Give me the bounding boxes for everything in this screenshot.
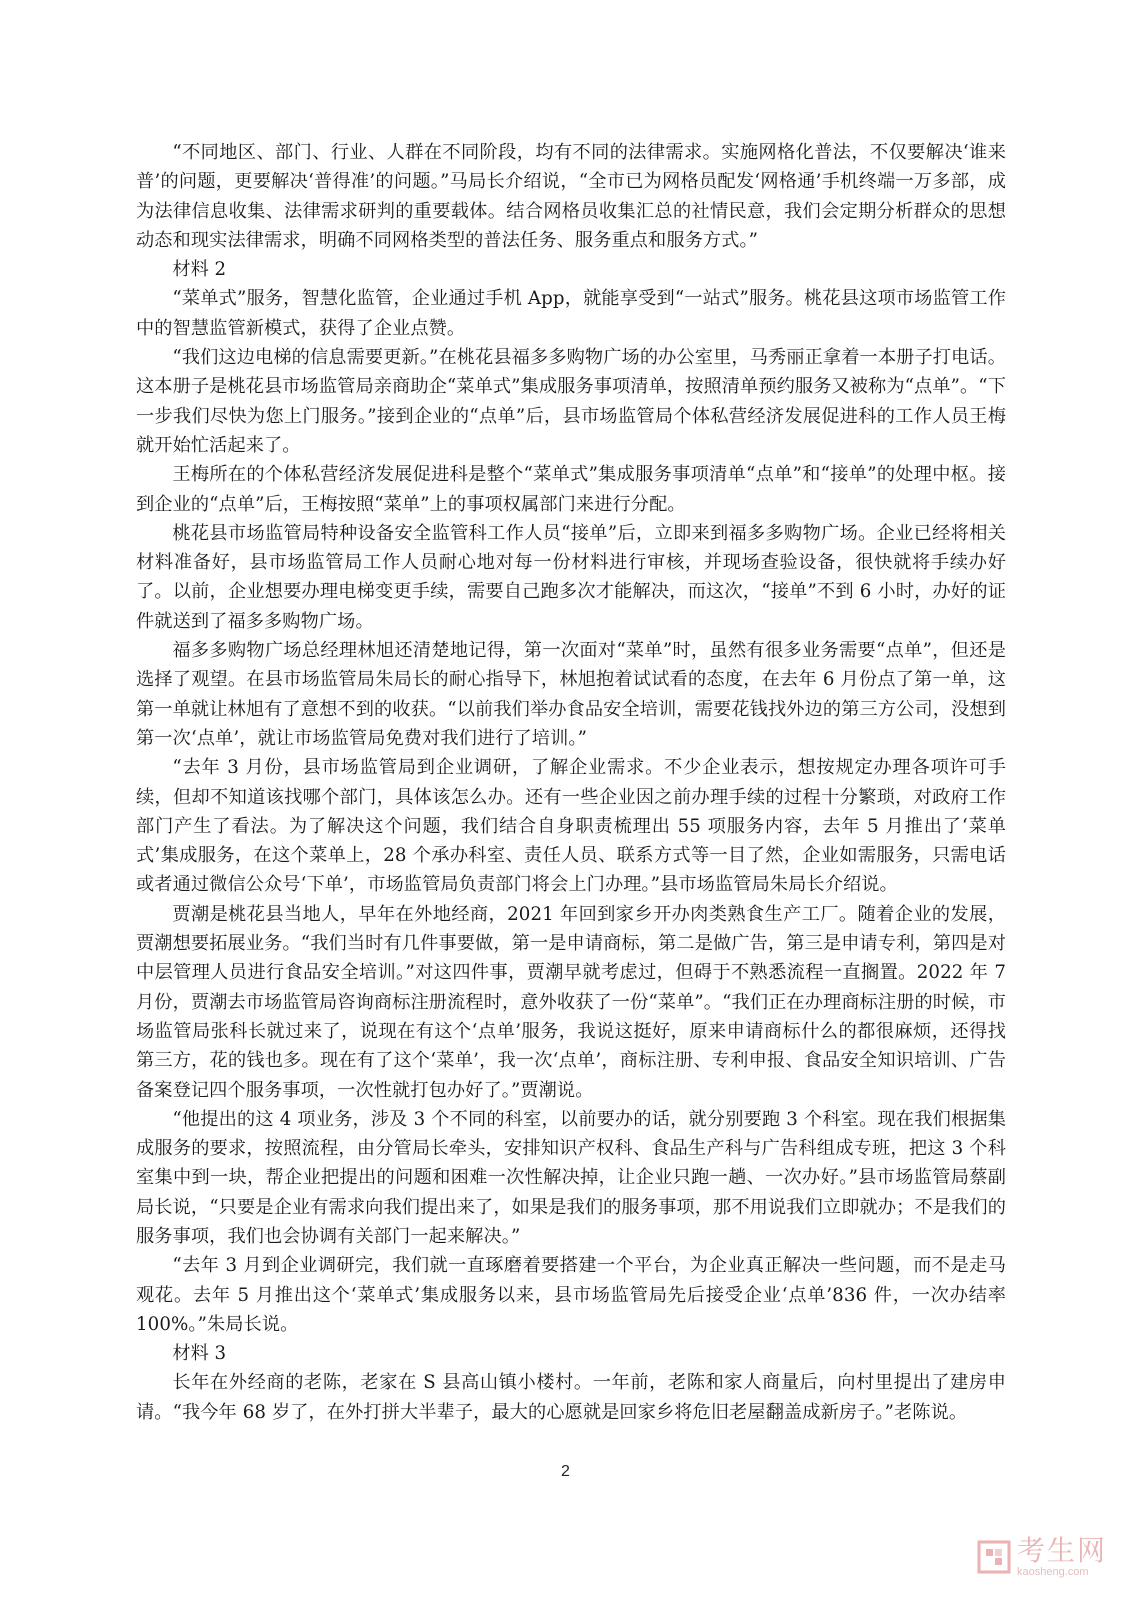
paragraph: “菜单式”服务，智慧化监管，企业通过手机 App，就能享受到“一站式”服务。桃花县这项市场监管工作中的智慧监管新模式，获得了企业点赞。 <box>136 288 1006 339</box>
paragraph: “他提出的这 4 项业务，涉及 3 个不同的科室，以前要办的话，就分别要跑 3 个科室。现在我们根据集成服务的要求，按照流程，由分管局长牵头，安排知识产权科、食品生产科与广告科组成专班，把这 3 个科室集中到一块，帮企业把提出的问题和困难一次性解决掉，让企业只跑一趟、一次办好。”县市场监管局蔡副局长说，“只要是企业有需求向我们提出来了，如果是我们的服务事项，那不用说我们立即就办；不是我们的服务事项，我们也会协调有关部门一起来解决。” <box>136 1108 1006 1247</box>
watermark-title: 考生网 <box>1016 1534 1107 1567</box>
document-body <box>136 138 1006 1427</box>
section-heading: 材料 2 <box>172 259 227 281</box>
paragraph: 福多多购物广场总经理林旭还清楚地记得，第一次面对“菜单”时，虽然有很多业务需要“点单”，但还是选择了观望。在县市场监管局朱局长的耐心指导下，林旭抱着试试看的态度，在去年 6 月份点了第一单，这第一单就让林旭有了意想不到的收获。“以前我们举办食品安全培训，需要花钱找外边的第三方公司，没想到第一次‘点单’，就让市场监管局免费对我们进行了培训。” <box>136 640 1006 749</box>
paragraph: 桃花县市场监管局特种设备安全监管科工作人员“接单”后，立即来到福多多购物广场。企业已经将相关材料准备好，县市场监管局工作人员耐心地对每一份材料进行审核，并现场查验设备，很快就将手续办好了。以前，企业想要办理电梯变更手续，需要自己跑多次才能解决，而这次，“接单”不到 6 小时，办好的证件就送到了福多多购物广场。 <box>136 522 1006 632</box>
kaosheng-logo-icon <box>977 1540 1011 1574</box>
paragraph: “去年 3 月份，县市场监管局到企业调研，了解企业需求。不少企业表示，想按规定办理各项许可手续，但却不知道该找哪个部门，具体该怎么办。还有一些企业因之前办理手续的过程十分繁琐，对政府工作部门产生了看法。为了解决这个问题，我们结合自身职责梳理出 55 项服务内容，去年 5 月推出了‘菜单式’集成服务，在这个菜单上，28 个承办科室、责任人员、联系方式等一目了然，企业如需服务，只需电话或者通过微信公众号‘下单’，市场监管局负责部门将会上门办理。”县市场监管局朱局长介绍说。 <box>136 757 1006 896</box>
page-number: 2 <box>561 1463 570 1480</box>
paragraph: “我们这边电梯的信息需要更新。”在桃花县福多多购物广场的办公室里，马秀丽正拿着一本册子打电话。这本册子是桃花县市场监管局亲商助企“菜单式”集成服务事项清单，按照清单预约服务又被称为“点单”。“下一步我们尽快为您上门服务。”接到企业的“点单”后，县市场监管局个体私营经济发展促进科的工作人员王梅就开始忙活起来了。 <box>136 347 1006 456</box>
paragraph: “去年 3 月到企业调研完，我们就一直琢磨着要搭建一个平台，为企业真正解决一些问题，而不是走马观花。去年 5 月推出这个‘菜单式’集成服务以来，县市场监管局先后接受企业‘点单’836 件，一次办结率 100%。”朱局长说。 <box>136 1255 1006 1335</box>
watermark <box>977 1536 1107 1578</box>
paragraph: 贾潮是桃花县当地人，早年在外地经商，2021 年回到家乡开办肉类熟食生产工厂。随着企业的发展，贾潮想要拓展业务。“我们当时有几件事要做，第一是申请商标，第二是做广告，第三是申请专利，第四是对中层管理人员进行食品安全培训。”对这四件事，贾潮早就考虑过，但碍于不熟悉流程一直搁置。2022 年 7 月份，贾潮去市场监管局咨询商标注册流程时，意外收获了一份“菜单”。“我们正在办理商标注册的时候，市场监管局张科长就过来了，说现在有这个‘点单’服务，我说这挺好，原来申请商标什么的都很麻烦，还得找第三方，花的钱也多。现在有了这个‘菜单’，我一次‘点单’，商标注册、专利申报、食品安全知识培训、广告备案登记四个服务事项，一次性就打包办好了。”贾潮说。 <box>136 903 1006 1101</box>
paragraph: “不同地区、部门、行业、人群在不同阶段，均有不同的法律需求。实施网格化普法，不仅要解决‘谁来普’的问题，更要解决‘普得准’的问题。”马局长介绍说，“全市已为网格员配发‘网格通’手机终端一万多部，成为法律信息收集、法律需求研判的重要载体。结合网格员收集汇总的社情民意，我们会定期分析群众的思想动态和现实法律需求，明确不同网格类型的普法任务、服务重点和服务方式。” <box>136 142 1006 251</box>
paragraph: 长年在外经商的老陈，老家在 S 县高山镇小楼村。一年前，老陈和家人商量后，向村里提出了建房申请。“我今年 68 岁了，在外打拼大半辈子，最大的心愿就是回家乡将危旧老屋翻盖成新房子。”老陈说。 <box>136 1372 1006 1423</box>
section-heading: 材料 3 <box>172 1343 227 1365</box>
paragraph: 王梅所在的个体私营经济发展促进科是整个“菜单式”集成服务事项清单“点单”和“接单”的处理中枢。接到企业的“点单”后，王梅按照“菜单”上的事项权属部门来进行分配。 <box>136 464 1006 515</box>
watermark-url: kaosheng.com <box>1016 1566 1089 1578</box>
